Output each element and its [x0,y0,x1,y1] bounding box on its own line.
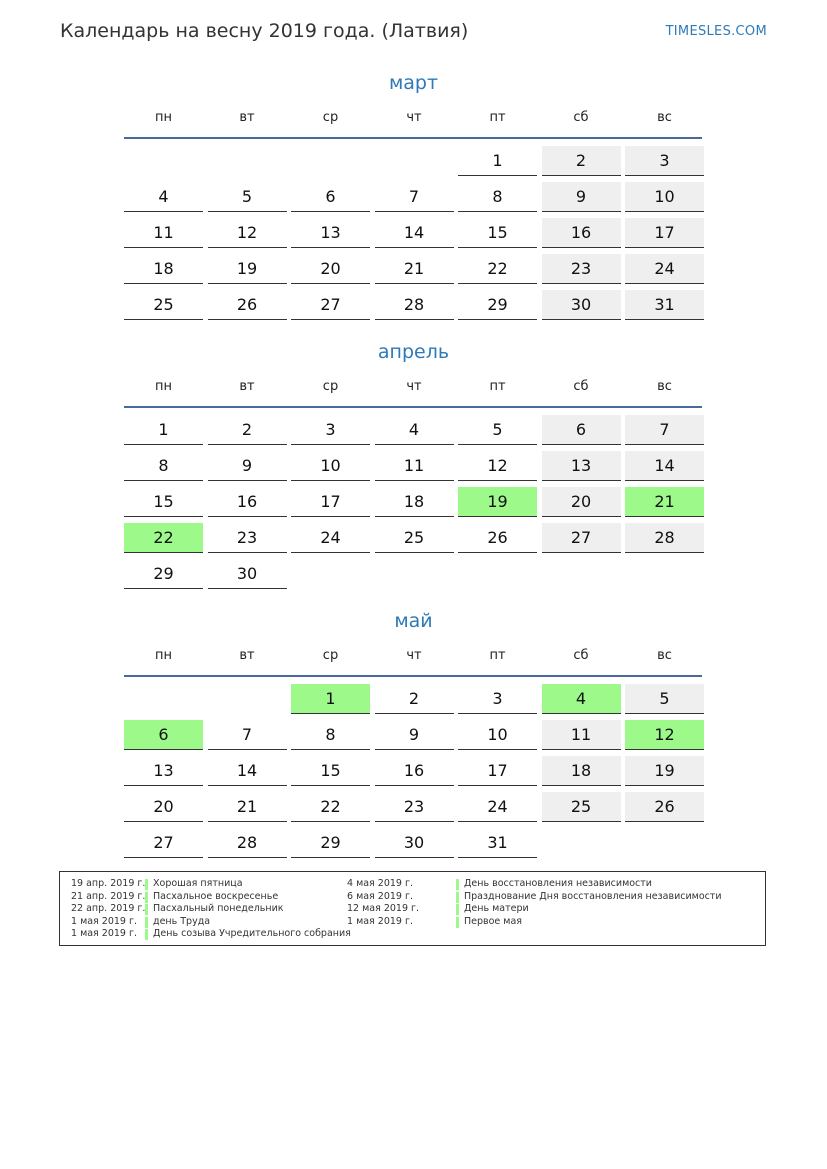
day-cell: 6 [124,720,203,750]
legend-color-marker [145,929,148,940]
day-cell: 17 [625,218,704,248]
day-cell: 27 [124,828,203,858]
weekday-label: вт [239,110,255,125]
weekday-header [124,379,704,399]
legend-item [347,891,757,904]
day-cell: 23 [208,523,287,553]
legend-date: 1 мая 2019 г. [347,915,413,927]
day-cell: 26 [208,290,287,320]
legend-holiday-name: День матери [464,903,529,914]
legend-holiday-name: Первое мая [464,915,522,927]
weekday-label: вт [239,379,255,394]
day-cell: 9 [542,182,621,212]
legend-color-marker [456,904,459,915]
page-title: Календарь на весну 2019 года. (Латвия) [60,20,469,42]
day-cell: 10 [625,182,704,212]
day-cell: 7 [625,415,704,445]
holiday-legend [59,871,766,946]
legend-item [347,916,757,929]
day-cell: 24 [291,523,370,553]
legend-column-left [71,878,351,941]
day-cell: 2 [375,684,454,714]
legend-holiday-name: Пасхальное воскресенье [153,890,279,902]
day-cell: 12 [625,720,704,750]
day-cell: 13 [124,756,203,786]
day-cell: 21 [375,254,454,284]
day-cell: 14 [625,451,704,481]
day-cell: 11 [375,451,454,481]
legend-holiday-name: день Труда [153,915,211,927]
day-cell: 3 [625,146,704,176]
legend-color-marker [145,917,148,928]
day-cell: 9 [375,720,454,750]
legend-date: 19 апр. 2019 г. [71,878,146,889]
day-cell: 25 [124,290,203,320]
day-cell: 5 [208,182,287,212]
day-cell: 25 [542,792,621,822]
legend-holiday-name: Пасхальный понедельник [153,903,284,914]
day-cell: 30 [375,828,454,858]
day-cell: 8 [124,451,203,481]
day-cell: 3 [291,415,370,445]
weekday-label: ср [322,648,339,663]
day-cell: 26 [458,523,537,553]
legend-color-marker [145,879,148,890]
day-cell: 19 [458,487,537,517]
legend-item [71,916,351,929]
day-cell: 8 [291,720,370,750]
weekday-label: пн [155,110,172,125]
weekday-label: ср [322,379,339,394]
day-cell: 16 [375,756,454,786]
weekday-label: чт [406,110,422,125]
day-cell: 5 [625,684,704,714]
legend-item [71,891,351,904]
day-cell: 10 [458,720,537,750]
legend-column-right [347,878,757,928]
legend-color-marker [145,904,148,915]
legend-item [71,878,351,891]
day-cell: 29 [458,290,537,320]
day-cell: 22 [458,254,537,284]
day-cell: 27 [542,523,621,553]
day-cell: 4 [124,182,203,212]
day-cell: 20 [542,487,621,517]
day-cell: 30 [542,290,621,320]
weekday-label: вт [239,648,255,663]
day-cell: 5 [458,415,537,445]
day-cell: 16 [208,487,287,517]
legend-date: 6 мая 2019 г. [347,890,413,902]
day-cell: 16 [542,218,621,248]
day-cell: 8 [458,182,537,212]
legend-holiday-name: День восстановления независимости [464,878,652,889]
weekday-label: ср [322,110,339,125]
legend-date: 1 мая 2019 г. [71,928,137,939]
legend-holiday-name: День созыва Учредительного собрания [153,928,351,939]
legend-date: 12 мая 2019 г. [347,903,420,914]
day-cell: 2 [542,146,621,176]
brand-link[interactable]: TIMESLES.COM [665,24,767,39]
weekday-label: вс [657,110,672,125]
day-cell: 31 [458,828,537,858]
legend-color-marker [456,917,459,928]
month-name: май [394,610,433,632]
legend-item [347,878,757,891]
day-cell: 15 [291,756,370,786]
legend-item [347,903,757,916]
day-cell: 12 [458,451,537,481]
day-cell: 2 [208,415,287,445]
day-cell: 28 [208,828,287,858]
header-rule [124,137,702,139]
weekday-label: сб [573,379,589,394]
day-cell: 1 [124,415,203,445]
weekday-header [124,648,704,668]
day-cell: 30 [208,559,287,589]
day-cell: 21 [208,792,287,822]
day-cell: 14 [208,756,287,786]
weekday-label: пт [489,379,506,394]
day-cell: 12 [208,218,287,248]
day-cell: 13 [542,451,621,481]
day-cell: 4 [375,415,454,445]
legend-color-marker [456,892,459,903]
day-cell: 13 [291,218,370,248]
legend-item [71,903,351,916]
day-cell: 11 [542,720,621,750]
day-cell: 26 [625,792,704,822]
day-cell: 25 [375,523,454,553]
legend-item [71,928,351,941]
month-name: апрель [377,341,450,363]
day-cell: 24 [458,792,537,822]
legend-color-marker [145,892,148,903]
weekday-label: чт [406,648,422,663]
day-cell: 11 [124,218,203,248]
month-name: март [388,72,439,94]
day-cell: 23 [375,792,454,822]
legend-color-marker [456,879,459,890]
day-cell: 6 [291,182,370,212]
day-cell: 18 [124,254,203,284]
day-cell: 18 [375,487,454,517]
day-cell: 7 [208,720,287,750]
day-cell: 29 [124,559,203,589]
day-cell: 22 [124,523,203,553]
weekday-label: чт [406,379,422,394]
day-cell: 9 [208,451,287,481]
legend-date: 21 апр. 2019 г. [71,890,146,902]
header-rule [124,675,702,677]
day-cell: 20 [291,254,370,284]
weekday-label: пт [489,648,506,663]
weekday-label: сб [573,648,589,663]
weekday-label: вс [657,648,672,663]
day-cell: 17 [458,756,537,786]
day-cell: 10 [291,451,370,481]
day-cell: 21 [625,487,704,517]
day-cell: 17 [291,487,370,517]
day-cell: 6 [542,415,621,445]
day-cell: 22 [291,792,370,822]
day-cell: 3 [458,684,537,714]
day-cell: 1 [458,146,537,176]
day-cell: 28 [625,523,704,553]
day-cell: 29 [291,828,370,858]
day-cell: 14 [375,218,454,248]
day-cell: 31 [625,290,704,320]
day-cell: 23 [542,254,621,284]
legend-holiday-name: Празднование Дня восстановления независимости [464,890,722,902]
day-cell: 15 [124,487,203,517]
weekday-label: пн [155,379,172,394]
day-cell: 19 [208,254,287,284]
legend-holiday-name: Хорошая пятница [153,878,243,889]
day-cell: 1 [291,684,370,714]
header-rule [124,406,702,408]
day-cell: 27 [291,290,370,320]
day-cell: 15 [458,218,537,248]
day-cell: 20 [124,792,203,822]
day-cell: 18 [542,756,621,786]
weekday-label: пн [155,648,172,663]
weekday-label: вс [657,379,672,394]
day-cell: 28 [375,290,454,320]
weekday-label: пт [489,110,506,125]
day-cell: 24 [625,254,704,284]
legend-date: 22 апр. 2019 г. [71,903,146,914]
weekday-header [124,110,704,130]
legend-date: 4 мая 2019 г. [347,878,413,889]
day-cell: 19 [625,756,704,786]
day-cell: 4 [542,684,621,714]
day-cell: 7 [375,182,454,212]
legend-date: 1 мая 2019 г. [71,915,137,927]
weekday-label: сб [573,110,589,125]
